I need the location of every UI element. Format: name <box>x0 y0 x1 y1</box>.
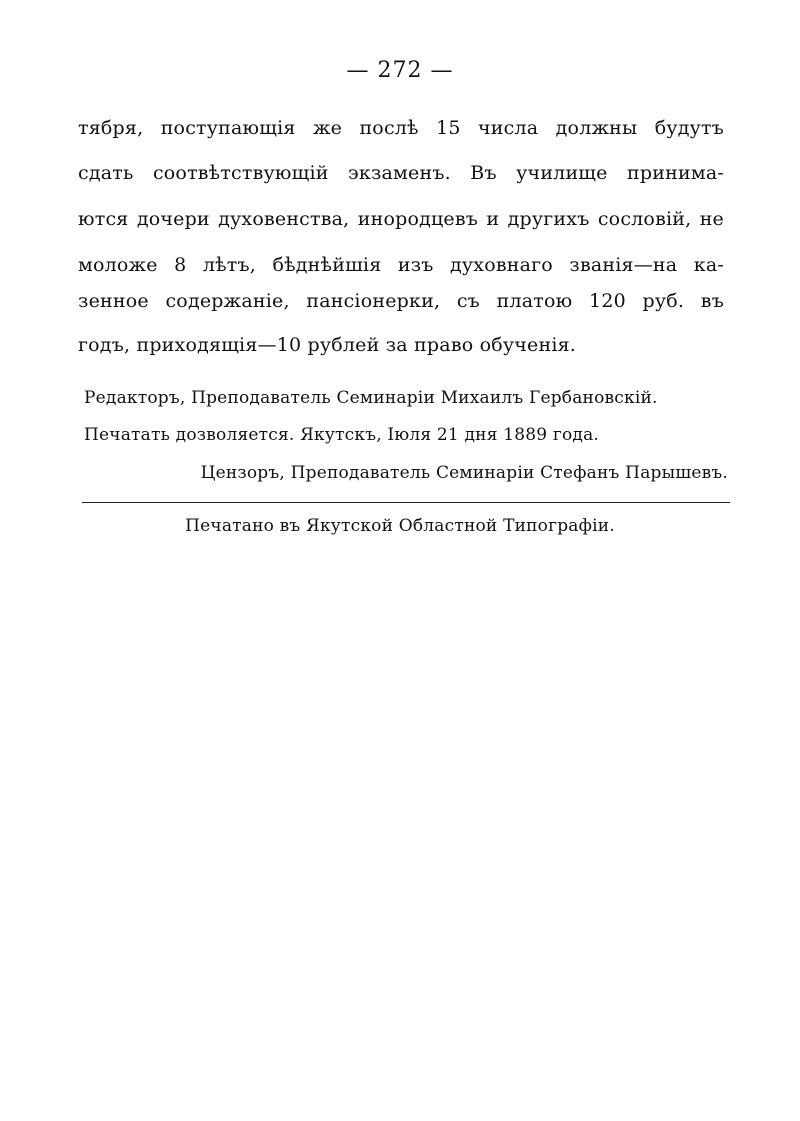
body-line: сдать соотвѣтствующій экзаменъ. Въ училище принима- <box>78 162 724 184</box>
page-number: — 272 — <box>346 58 454 83</box>
editor-credit: Редакторъ, Преподаватель Семинаріи Михаилъ Гербановскій. <box>84 388 658 408</box>
body-line: годъ, приходящія—10 рублей за право обученія. <box>78 334 577 356</box>
body-line: зенное содержаніе, пансіонерки, съ платою 120 руб. въ <box>78 290 724 312</box>
censorship-approval: Печатать дозволяется. Якутскъ, Іюля 21 дня 1889 года. <box>84 425 600 445</box>
divider-rule <box>82 502 730 503</box>
body-line: моложе 8 лѣтъ, бѣднѣйшія изъ духовнаго званія—на ка- <box>78 254 724 276</box>
body-line: тября, поступающія же послѣ 15 числа должны будутъ <box>78 117 724 139</box>
censor-credit: Цензоръ, Преподаватель Семинаріи Стефанъ Парышевъ. <box>200 463 728 483</box>
printer-imprint: Печатано въ Якутской Областной Типографіи. <box>185 516 615 536</box>
body-line: ются дочери духовенства, инородцевъ и другихъ сословій, не <box>78 208 724 230</box>
